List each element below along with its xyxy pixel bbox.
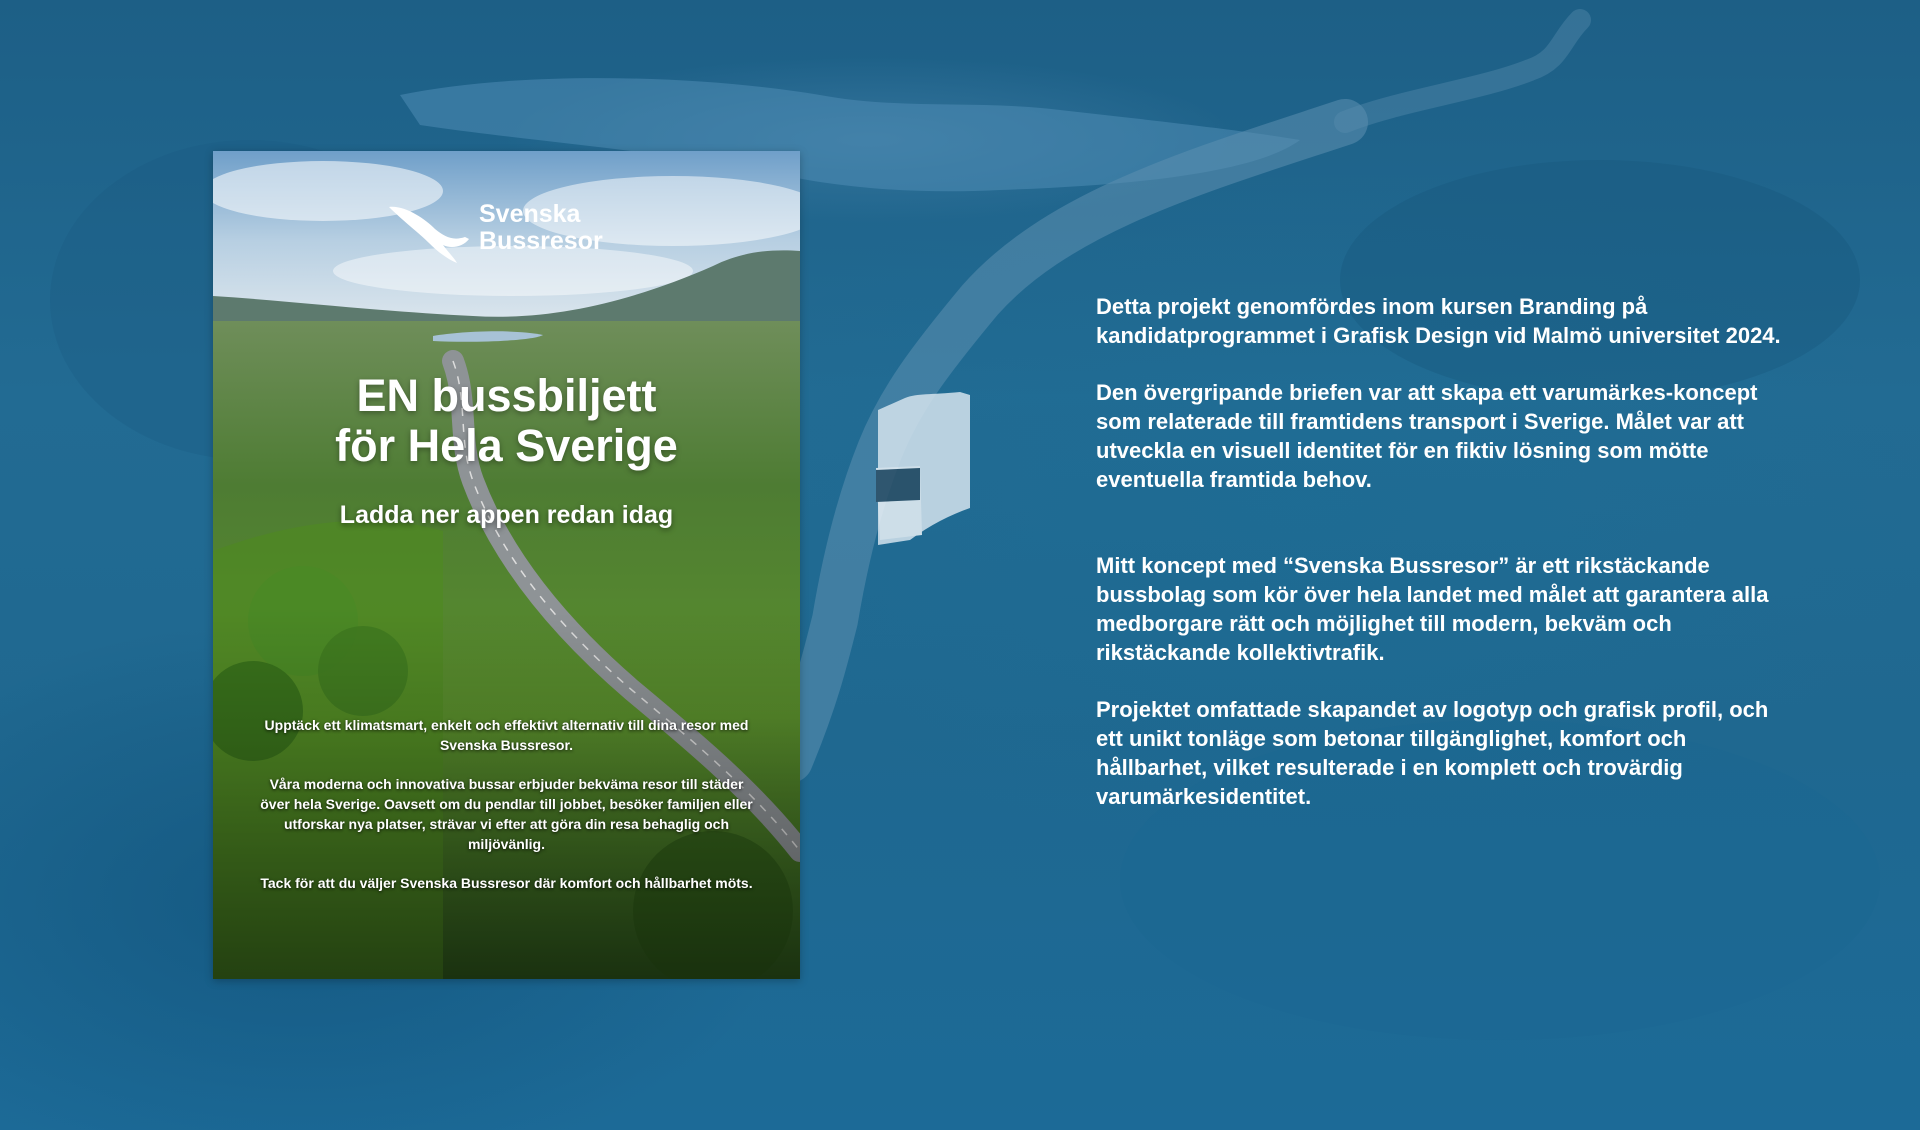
poster-body bbox=[253, 715, 760, 912]
description-para1: Detta projekt genomfördes inom kursen Branding på kandidatprogrammet i Grafisk Design vid Malmö universitet 2024. bbox=[1096, 294, 1781, 348]
poster-headline bbox=[213, 371, 800, 471]
brand-name-line1: Svenska bbox=[479, 200, 581, 228]
project-description bbox=[1096, 292, 1796, 811]
description-para2: Den övergripande briefen var att skapa ett varumärkes-koncept som relaterade till framtidens transport i Sverige. Målet var att utveckla en visuell identitet för en fiktiv lösning som mötte eventuella framtida behov. bbox=[1096, 380, 1758, 492]
brand-logo bbox=[385, 197, 603, 263]
poster bbox=[213, 151, 800, 979]
brand-name-line2: Bussresor bbox=[479, 227, 603, 255]
poster-body-para2: Våra moderna och innovativa bussar erbjuder bekväma resor till städer över hela Sverige. Oavsett om du pendlar till jobbet, besöker familjen eller utforskar nya platser, strävar vi efter att göra din resa behaglig och miljövänlig. bbox=[260, 776, 753, 852]
poster-body-para3: Tack för att du väljer Svenska Bussresor där komfort och hållbarhet möts. bbox=[260, 875, 753, 891]
bird-logo-icon bbox=[385, 197, 471, 263]
bus-shape bbox=[876, 392, 970, 545]
description-para4: Projektet omfattade skapandet av logotyp och grafisk profil, och ett unikt tonläge som betonar tillgänglighet, komfort och hållbarhet, vilket resulterade i en komplett och trovärdig varumärkesidentitet. bbox=[1096, 697, 1769, 809]
poster-body-para1: Upptäck ett klimatsmart, enkelt och effektivt alternativ till dina resor med Svenska Bussresor. bbox=[264, 717, 749, 753]
poster-subline: Ladda ner appen redan idag bbox=[339, 501, 674, 529]
description-para3: Mitt koncept med “Svenska Bussresor” är ett rikstäckande bussbolag som kör över hela landet med målet att garantera alla medborgare rätt och möjlighet till modern, bekväm och rikstäckande kollektivtrafik. bbox=[1096, 553, 1769, 665]
headline-line1: EN bussbiljett bbox=[356, 370, 657, 421]
headline-line2: för Hela Sverige bbox=[335, 420, 678, 471]
brand-name bbox=[479, 201, 603, 255]
